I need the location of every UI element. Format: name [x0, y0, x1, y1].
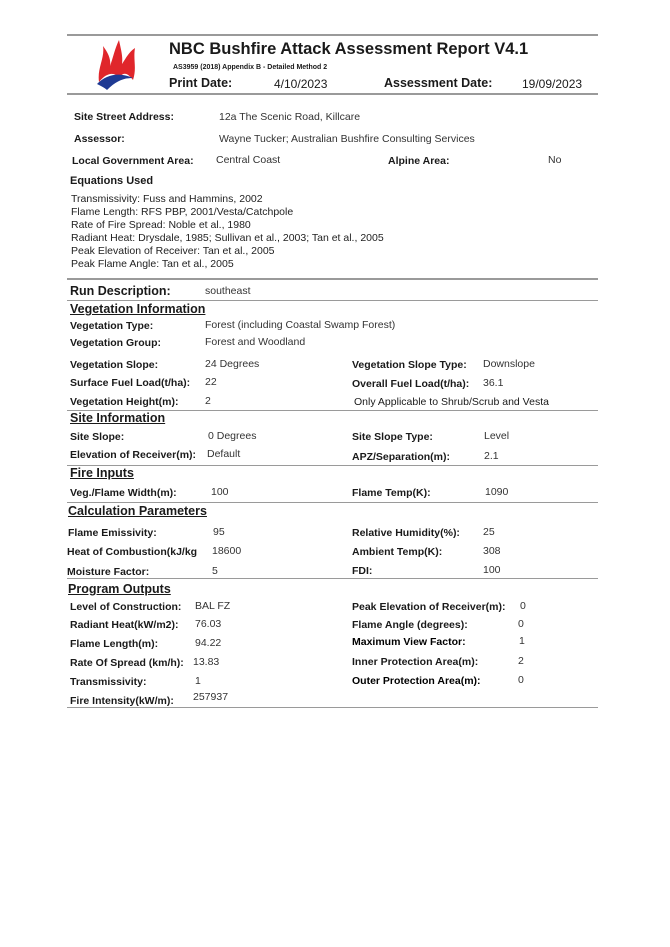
- veg-slope-type: Downslope: [483, 358, 535, 370]
- flame-angle-label: Flame Angle (degrees):: [352, 619, 468, 631]
- rule: [67, 465, 598, 466]
- run-rule: [67, 278, 598, 280]
- lga-label: Local Government Area:: [72, 155, 194, 167]
- equation-line: Rate of Fire Spread: Noble et al., 1980: [71, 219, 251, 231]
- emissivity-label: Flame Emissivity:: [68, 527, 157, 539]
- surface-fuel-label: Surface Fuel Load(t/ha):: [70, 377, 191, 389]
- equation-line: Peak Flame Angle: Tan et al., 2005: [71, 258, 234, 270]
- veg-slope-type-label: Vegetation Slope Type:: [352, 359, 467, 371]
- outputs-heading: Program Outputs: [68, 582, 171, 596]
- veg-height: 2: [205, 395, 211, 407]
- outer-protection-label: Outer Protection Area(m):: [352, 675, 481, 687]
- inner-protection: 2: [518, 655, 524, 667]
- site-address: 12a The Scenic Road, Killcare: [219, 111, 361, 123]
- assessor: Wayne Tucker; Australian Bushfire Consulting Services: [219, 133, 475, 145]
- flame-temp-label: Flame Temp(K):: [352, 487, 431, 499]
- inner-protection-label: Inner Protection Area(m):: [352, 656, 479, 668]
- flame-width-label: Veg./Flame Width(m):: [70, 487, 177, 499]
- emissivity: 95: [213, 526, 225, 538]
- equation-line: Transmissivity: Fuss and Hammins, 2002: [71, 193, 263, 205]
- spread-rate-label: Rate Of Spread (km/h):: [70, 657, 184, 669]
- assessment-date-label: Assessment Date:: [384, 76, 493, 90]
- site-slope: 0 Degrees: [208, 430, 257, 442]
- fire-intensity: 257937: [193, 691, 229, 703]
- bottom-rule: [67, 707, 598, 708]
- flame-temp: 1090: [485, 486, 509, 498]
- report-subtitle: AS3959 (2018) Appendix B - Detailed Method 2: [173, 64, 328, 71]
- fire-inputs-heading: Fire Inputs: [70, 466, 134, 480]
- run-description-label: Run Description:: [70, 284, 171, 298]
- assessment-date: 19/09/2023: [522, 77, 583, 91]
- veg-type-label: Vegetation Type:: [70, 320, 154, 332]
- equation-line: Flame Length: RFS PBP, 2001/Vesta/Catchpole: [71, 206, 294, 218]
- construction-label: Level of Construction:: [70, 601, 182, 613]
- veg-type: Forest (including Coastal Swamp Forest): [205, 319, 396, 331]
- lga: Central Coast: [216, 154, 281, 166]
- run-description: southeast: [205, 285, 251, 297]
- site-info-heading: Site Information: [70, 411, 166, 425]
- fire-intensity-label: Fire Intensity(kW/m):: [70, 695, 174, 707]
- calc-heading: Calculation Parameters: [68, 504, 207, 518]
- humidity-label: Relative Humidity(%):: [352, 527, 460, 539]
- combustion: 18600: [212, 545, 242, 557]
- spread-rate: 13.83: [193, 656, 220, 668]
- peak-elevation: 0: [520, 600, 526, 612]
- flame-length-label: Flame Length(m):: [70, 638, 159, 650]
- ambient: 308: [483, 545, 501, 557]
- overall-fuel-label: Overall Fuel Load(t/ha):: [352, 378, 470, 390]
- rule: [67, 502, 598, 503]
- flame-width: 100: [211, 486, 229, 498]
- veg-group-label: Vegetation Group:: [70, 337, 162, 349]
- nbc-flame-logo: [93, 38, 141, 92]
- print-date-label: Print Date:: [169, 76, 233, 90]
- rule: [67, 578, 598, 579]
- apz-label: APZ/Separation(m):: [352, 451, 451, 463]
- peak-elevation-label: Peak Elevation of Receiver(m):: [352, 601, 506, 613]
- site-address-label: Site Street Address:: [74, 111, 174, 123]
- radiant-heat-label: Radiant Heat(kW/m2):: [70, 619, 179, 631]
- apz: 2.1: [484, 450, 499, 462]
- fdi-label: FDI:: [352, 565, 373, 577]
- combustion-label: Heat of Combustion(kJ/kg: [67, 546, 198, 558]
- ambient-label: Ambient Temp(K):: [352, 546, 443, 558]
- humidity: 25: [483, 526, 495, 538]
- equation-line: Radiant Heat: Drysdale, 1985; Sullivan et al., 2003; Tan et al., 2005: [71, 232, 384, 244]
- view-factor-label: Maximum View Factor:: [352, 636, 466, 648]
- fdi: 100: [483, 564, 501, 576]
- flame-length: 94.22: [195, 637, 222, 649]
- veg-slope: 24 Degrees: [205, 358, 260, 370]
- elevation: Default: [207, 448, 241, 460]
- rule: [67, 300, 598, 301]
- transmissivity: 1: [195, 675, 201, 687]
- view-factor: 1: [519, 635, 525, 647]
- veg-group: Forest and Woodland: [205, 336, 306, 348]
- elevation-label: Elevation of Receiver(m):: [70, 449, 197, 461]
- site-slope-label: Site Slope:: [70, 431, 125, 443]
- header-rule: [67, 93, 598, 95]
- print-date: 4/10/2023: [274, 77, 328, 91]
- construction: BAL FZ: [195, 600, 231, 612]
- veg-slope-label: Vegetation Slope:: [70, 359, 159, 371]
- report-title: NBC Bushfire Attack Assessment Report V4.1: [169, 40, 529, 58]
- equation-line: Peak Elevation of Receiver: Tan et al., 2005: [71, 245, 275, 257]
- vegetation-heading: Vegetation Information: [70, 302, 206, 316]
- overall-fuel: 36.1: [483, 377, 504, 389]
- surface-fuel: 22: [205, 376, 217, 388]
- equations-heading: Equations Used: [70, 175, 154, 187]
- site-slope-type-label: Site Slope Type:: [352, 431, 433, 443]
- alpine: No: [548, 154, 562, 166]
- outer-protection: 0: [518, 674, 524, 686]
- flame-angle: 0: [518, 618, 524, 630]
- assessor-label: Assessor:: [74, 133, 125, 145]
- veg-height-note: Only Applicable to Shrub/Scrub and Vesta: [354, 396, 549, 408]
- site-slope-type: Level: [484, 430, 510, 442]
- moisture: 5: [212, 565, 218, 577]
- transmissivity-label: Transmissivity:: [70, 676, 147, 688]
- moisture-label: Moisture Factor:: [67, 566, 150, 578]
- alpine-label: Alpine Area:: [388, 155, 450, 167]
- top-rule: [67, 34, 598, 36]
- veg-height-label: Vegetation Height(m):: [70, 396, 179, 408]
- radiant-heat: 76.03: [195, 618, 222, 630]
